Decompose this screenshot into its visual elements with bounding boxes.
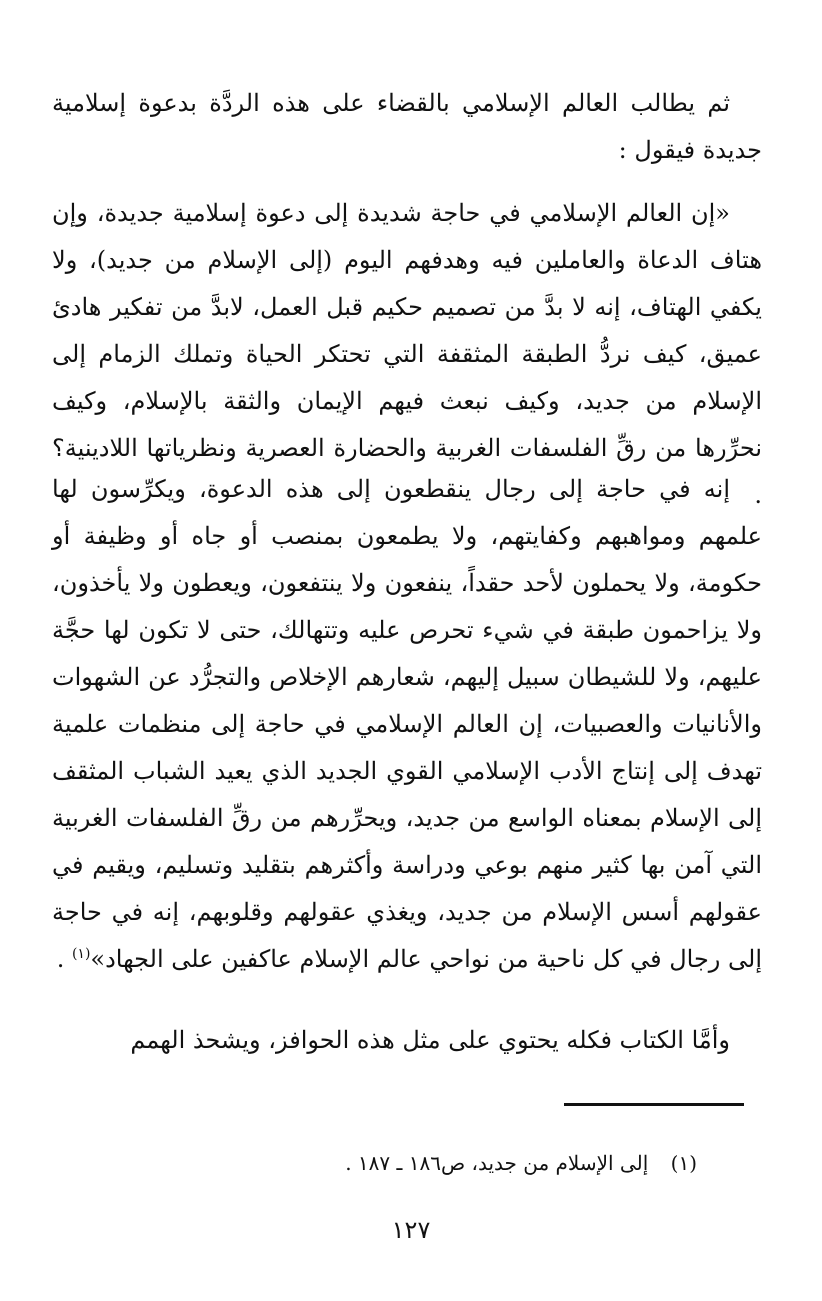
quote-paragraph-2	[52, 466, 762, 983]
footnote-reference[interactable]: (١)	[71, 946, 91, 962]
quote-text-2-end: .	[56, 945, 72, 973]
closing-text: وأمَّا الكتاب فكله يحتوي على مثل هذه الحوافز، ويشحذ الهمم	[130, 1026, 730, 1054]
quote-text-1: «إن العالم الإسلامي في حاجة شديدة إلى دعوة إسلامية جديدة، وإن هتاف الدعاة والعاملين فيه وهدفهم اليوم (إلى الإسلام من جديد)، ولا يكفي الهتاف، إنه لا بدَّ من تصميم حكيم قبل العمل، لابدَّ من تفكير هادئ عميق، كيف نردُّ الطبقة المثقفة التي تحتكر الحياة وتملك الزمام إلى الإسلام من جديد، وكيف نبعث فيهم الإيمان والثقة بالإسلام، وكيف نحرِّرها من رقِّ الفلسفات الغربية والحضارة العصرية ونظرياتها اللادينية؟ .	[52, 199, 763, 509]
quote-text-2-wrapper	[52, 466, 762, 983]
intro-text: ثم يطالب العالم الإسلامي بالقضاء على هذه الردَّة بدعوة إسلامية جديدة فيقول :	[52, 89, 762, 164]
page-number: ١٢٧	[391, 1216, 431, 1244]
footnote-text: إلى الإسلام من جديد، ص١٨٦ ـ ١٨٧ .	[345, 1151, 649, 1175]
footnote-divider	[564, 1103, 744, 1106]
quote-text-2: إنه في حاجة إلى رجال ينقطعون إلى هذه الدعوة، ويكرِّسون لها علمهم ومواهبهم وكفايتهم، ولا يطمعون بمنصب أو جاه أو وظيفة أو حكومة، ولا يحملون لأحد حقداً، ينفعون ولا ينتفعون، ويعطون ولا يأخذون، ولا يزاحمون طبقة في شيء تحرص عليه وتتهالك، حتى لا تكون لها حجَّة عليهم، ولا للشيطان سبيل إليهم، شعارهم الإخلاص والتجرُّد عن الشهوات والأنانيات والعصبيات، إن العالم الإسلامي في حاجة إلى منظمات علمية تهدف إلى إنتاج الأدب الإسلامي القوي الجديد الذي يعيد الشباب المثقف إلى الإسلام بمعناه الواسع من جديد، ويحرِّرهم من رقِّ الفلسفات الغربية التي آمن بها كثير منهم بوعي ودراسة وأكثرهم بتقليد وتسليم، ويقيم في عقولهم أسس الإسلام من جديد، ويغذي عقولهم وقلوبهم، إنه في حاجة إلى رجال في كل ناحية من نواحي عالم الإسلام عاكفين على الجهاد»	[52, 475, 762, 973]
closing-paragraph	[52, 1017, 762, 1064]
intro-paragraph	[52, 80, 762, 174]
footnote	[345, 1148, 697, 1178]
footnote-number: (١)	[670, 1151, 697, 1175]
